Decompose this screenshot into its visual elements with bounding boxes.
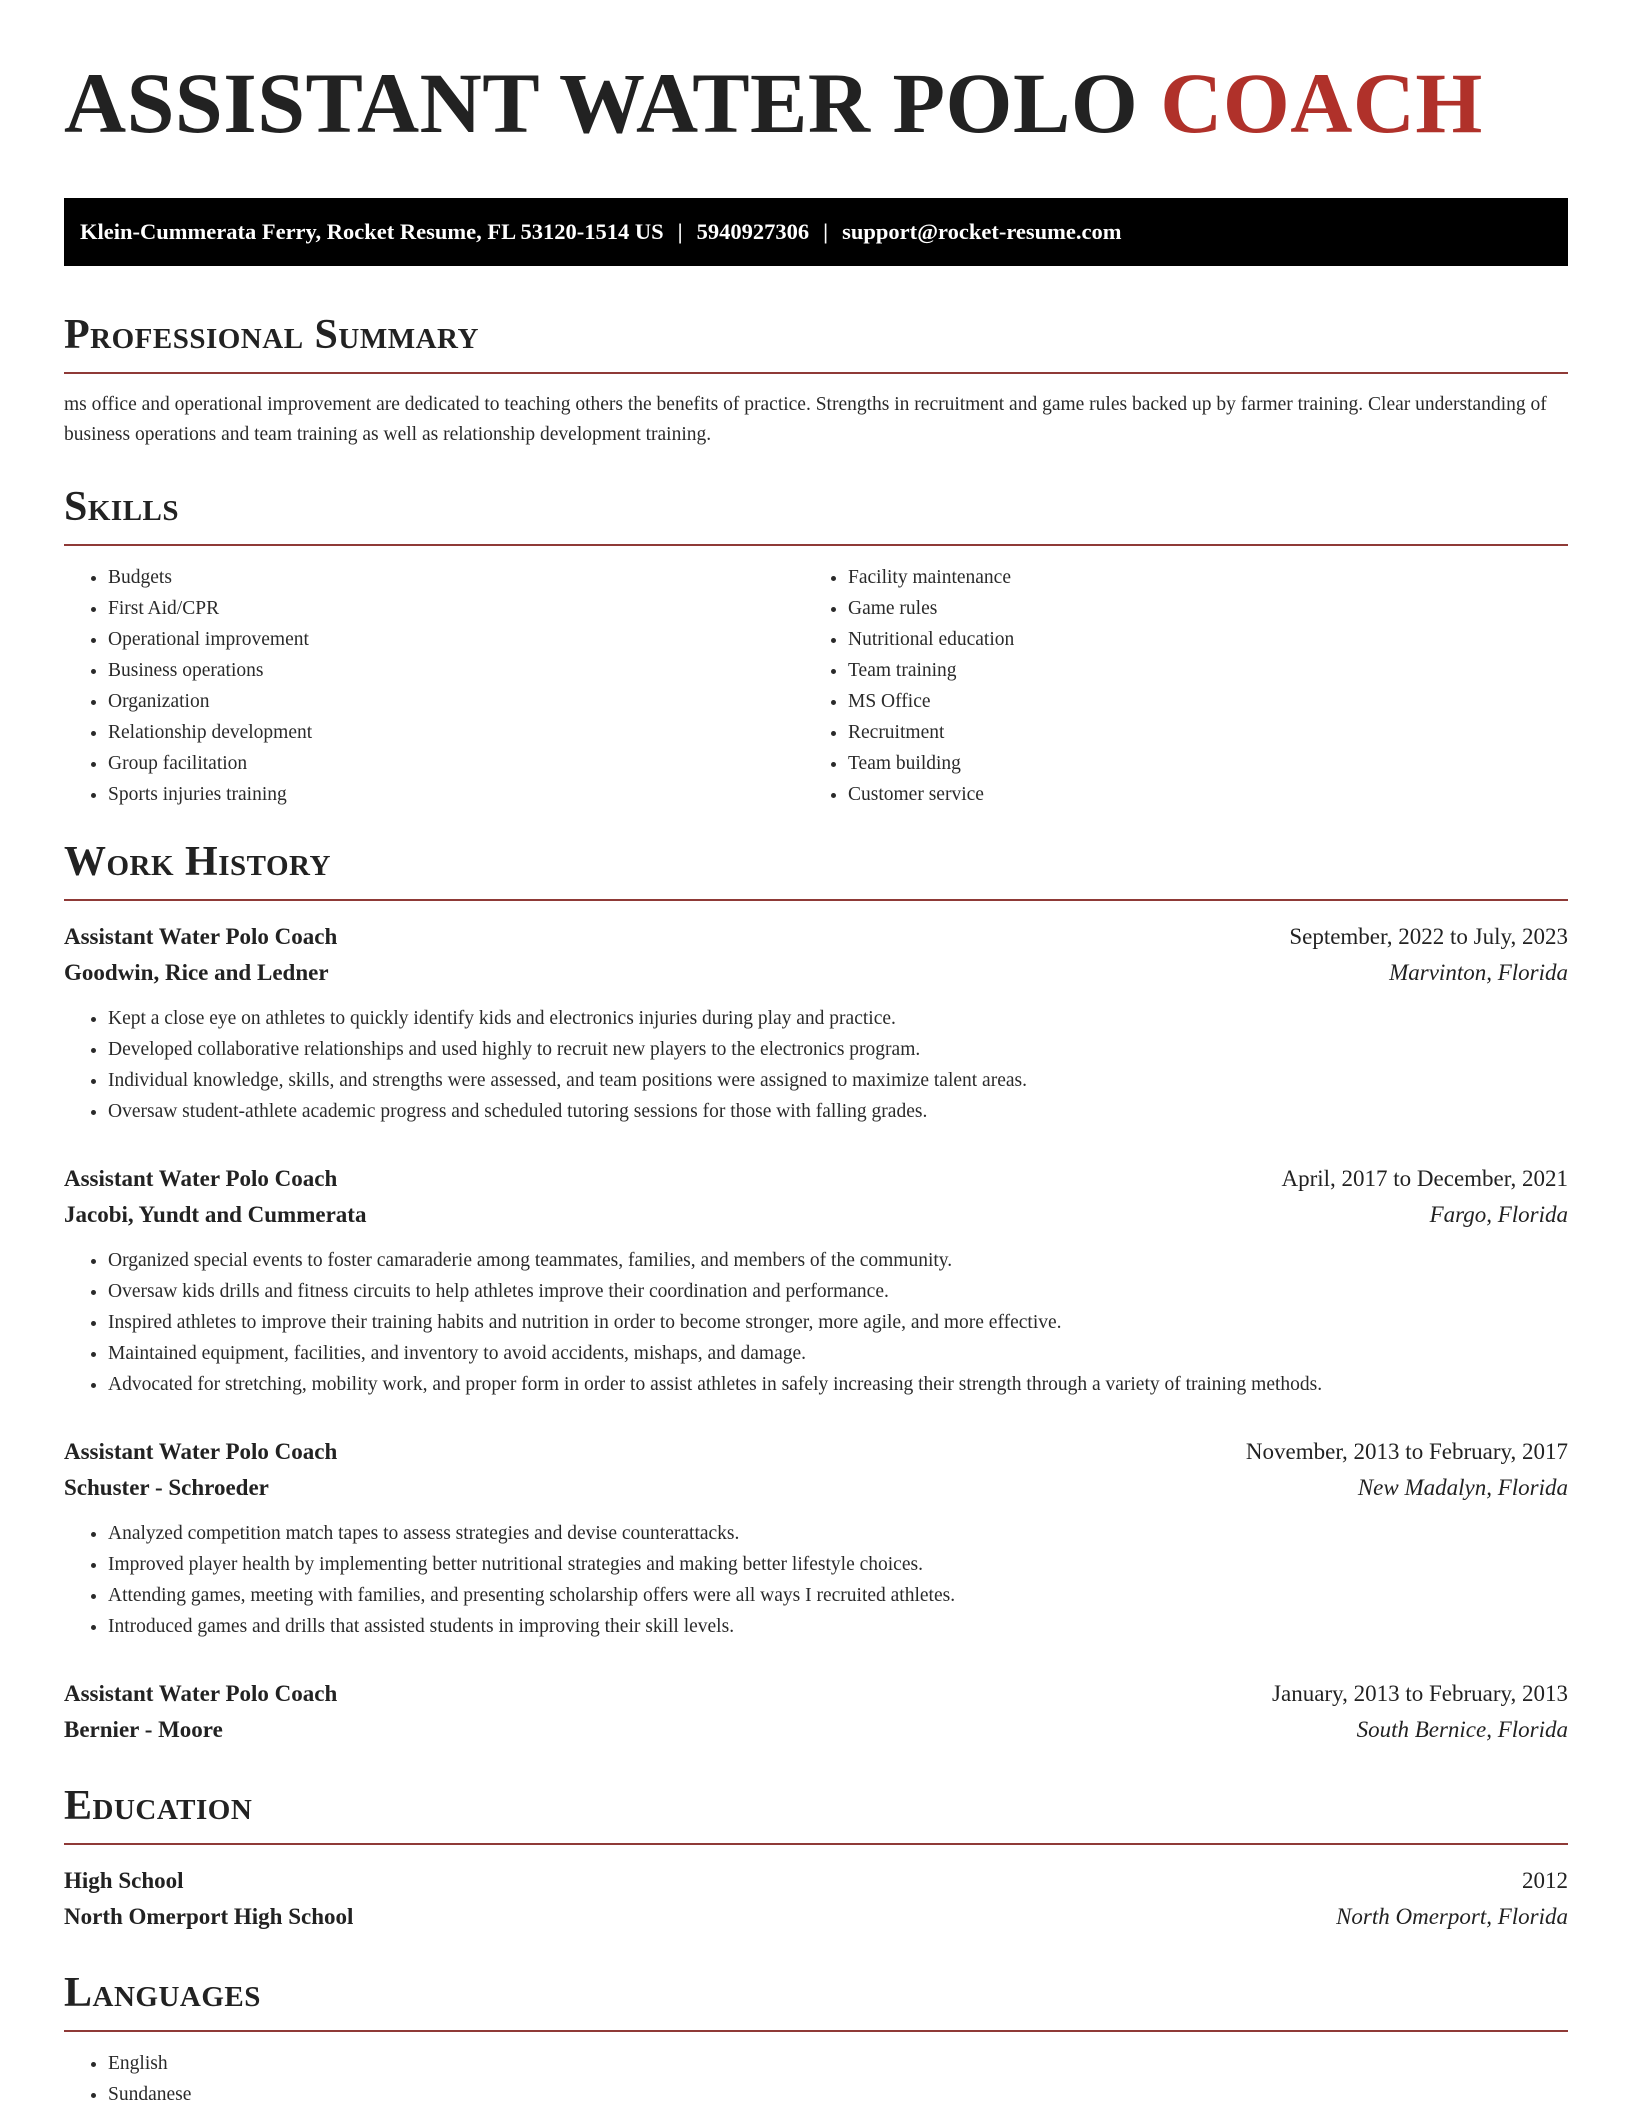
job-employer: Bernier - Moore — [64, 1717, 223, 1742]
job-dates: November, 2013 to February, 2017 — [1245, 1439, 1568, 1464]
job-bullets — [64, 1518, 1568, 1642]
job-bullet: • Inspired athletes to improve their training habits and nutrition in order to become stronger, more agile, and more effective. — [108, 1307, 1568, 1338]
job-header-row — [64, 919, 1568, 955]
languages-list — [64, 2048, 1568, 2110]
skill-item: • Team building — [848, 748, 1544, 779]
job-header-row — [64, 1161, 1568, 1197]
job-bullet: • Advocated for stretching, mobility work, and proper form in order to assist athletes in safely increasing their strength through a variety of training methods. — [108, 1369, 1568, 1400]
skill-item: • Nutritional education — [848, 624, 1544, 655]
contact-separator: | — [677, 219, 683, 244]
education-heading: Education — [64, 1783, 253, 1829]
education-school-row — [64, 1899, 1568, 1935]
section-divider — [64, 899, 1568, 901]
job-bullet: • Maintained equipment, facilities, and inventory to avoid accidents, mishaps, and damage. — [108, 1338, 1568, 1369]
job-employer: Jacobi, Yundt and Cummerata — [64, 1202, 367, 1227]
skill-item: • Customer service — [848, 779, 1544, 810]
job-title: Assistant Water Polo Coach — [64, 1166, 338, 1191]
job-header-row — [64, 1676, 1568, 1712]
job-bullets — [64, 1245, 1568, 1400]
job-location: South Bernice, Florida — [1356, 1717, 1568, 1742]
job-title: Assistant Water Polo Coach — [64, 1681, 338, 1706]
job-bullet: • Oversaw student-athlete academic progress and scheduled tutoring sessions for those with falling grades. — [108, 1096, 1568, 1127]
education-entry — [64, 1863, 1568, 1935]
summary-heading: Professional Summary — [64, 312, 479, 358]
job-dates: April, 2017 to December, 2021 — [1281, 1166, 1568, 1191]
languages-heading: Languages — [64, 1970, 261, 2016]
job-employer: Schuster - Schroeder — [64, 1475, 269, 1500]
job-bullet: • Improved player health by implementing better nutritional strategies and making better lifestyle choices. — [108, 1549, 1568, 1580]
job-bullets — [64, 1003, 1568, 1127]
section-divider — [64, 544, 1568, 546]
language-item: • English — [108, 2048, 1568, 2079]
job-bullet: • Organized special events to foster camaraderie among teammates, families, and members of the community. — [108, 1245, 1568, 1276]
skill-item: • Budgets — [108, 562, 804, 593]
skills-list — [64, 562, 1568, 810]
name-accent: COACH — [1160, 55, 1483, 151]
contact-address: Klein-Cummerata Ferry, Rocket Resume, FL 53120-1514 US — [80, 219, 664, 244]
education-header-row — [64, 1863, 1568, 1899]
job-location: New Madalyn, Florida — [1357, 1475, 1568, 1500]
job-location: Marvinton, Florida — [1389, 960, 1568, 985]
skill-item: • Recruitment — [848, 717, 1544, 748]
section-divider — [64, 2030, 1568, 2032]
skill-item: • Sports injuries training — [108, 779, 804, 810]
section-divider — [64, 1843, 1568, 1845]
work-history-heading: Work History — [64, 839, 331, 885]
skill-item: • Facility maintenance — [848, 562, 1544, 593]
job-header-row — [64, 1434, 1568, 1470]
skill-item: • Game rules — [848, 593, 1544, 624]
skill-item: • Business operations — [108, 655, 804, 686]
skill-item: • MS Office — [848, 686, 1544, 717]
contact-separator: | — [823, 219, 829, 244]
job-bullet: • Individual knowledge, skills, and strengths were assessed, and team positions were assigned to maximize talent areas. — [108, 1065, 1568, 1096]
job-employer: Goodwin, Rice and Ledner — [64, 960, 329, 985]
skills-heading: Skills — [64, 484, 180, 530]
job-entry — [64, 919, 1568, 1127]
job-dates: January, 2013 to February, 2013 — [1272, 1681, 1568, 1706]
section-divider — [64, 372, 1568, 374]
job-dates: September, 2022 to July, 2023 — [1289, 924, 1568, 949]
job-employer-row — [64, 1197, 1568, 1233]
job-entry — [64, 1676, 1568, 1748]
resume-name — [64, 55, 1568, 151]
skill-item: • Organization — [108, 686, 804, 717]
skill-item: • First Aid/CPR — [108, 593, 804, 624]
skill-item: • Relationship development — [108, 717, 804, 748]
contact-bar — [64, 198, 1568, 266]
job-entry — [64, 1161, 1568, 1400]
job-bullet: • Oversaw kids drills and fitness circuits to help athletes improve their coordination and performance. — [108, 1276, 1568, 1307]
job-employer-row — [64, 1470, 1568, 1506]
education-degree: High School — [64, 1868, 184, 1893]
job-bullet: • Analyzed competition match tapes to assess strategies and devise counterattacks. — [108, 1518, 1568, 1549]
job-entry — [64, 1434, 1568, 1642]
skills-column-left — [64, 562, 804, 810]
skill-item: • Operational improvement — [108, 624, 804, 655]
education-year: 2012 — [1522, 1868, 1568, 1893]
education-location: North Omerport, Florida — [1336, 1904, 1568, 1929]
education-school: North Omerport High School — [64, 1904, 354, 1929]
job-bullet: • Kept a close eye on athletes to quickly identify kids and electronics injuries during play and practice. — [108, 1003, 1568, 1034]
skill-item: • Team training — [848, 655, 1544, 686]
contact-email[interactable]: support@rocket-resume.com — [842, 219, 1122, 244]
job-title: Assistant Water Polo Coach — [64, 1439, 338, 1464]
summary-text: ms office and operational improvement are dedicated to teaching others the benefits of practice. Strengths in recruitment and game rules backed up by farmer training. Clear understanding of business operations and team training as well as relationship development training. — [64, 394, 1547, 445]
job-bullet: • Attending games, meeting with families, and presenting scholarship offers were all ways I recruited athletes. — [108, 1580, 1568, 1611]
contact-phone: 5940927306 — [696, 219, 810, 244]
job-bullet: • Developed collaborative relationships and used highly to recruit new players to the electronics program. — [108, 1034, 1568, 1065]
skills-column-right — [804, 562, 1544, 810]
job-employer-row — [64, 1712, 1568, 1748]
job-bullet: • Introduced games and drills that assisted students in improving their skill levels. — [108, 1611, 1568, 1642]
language-item: • Sundanese — [108, 2079, 1568, 2110]
job-employer-row — [64, 955, 1568, 991]
job-location: Fargo, Florida — [1429, 1202, 1568, 1227]
name-main: ASSISTANT WATER POLO — [64, 55, 1139, 151]
job-title: Assistant Water Polo Coach — [64, 924, 338, 949]
skill-item: • Group facilitation — [108, 748, 804, 779]
